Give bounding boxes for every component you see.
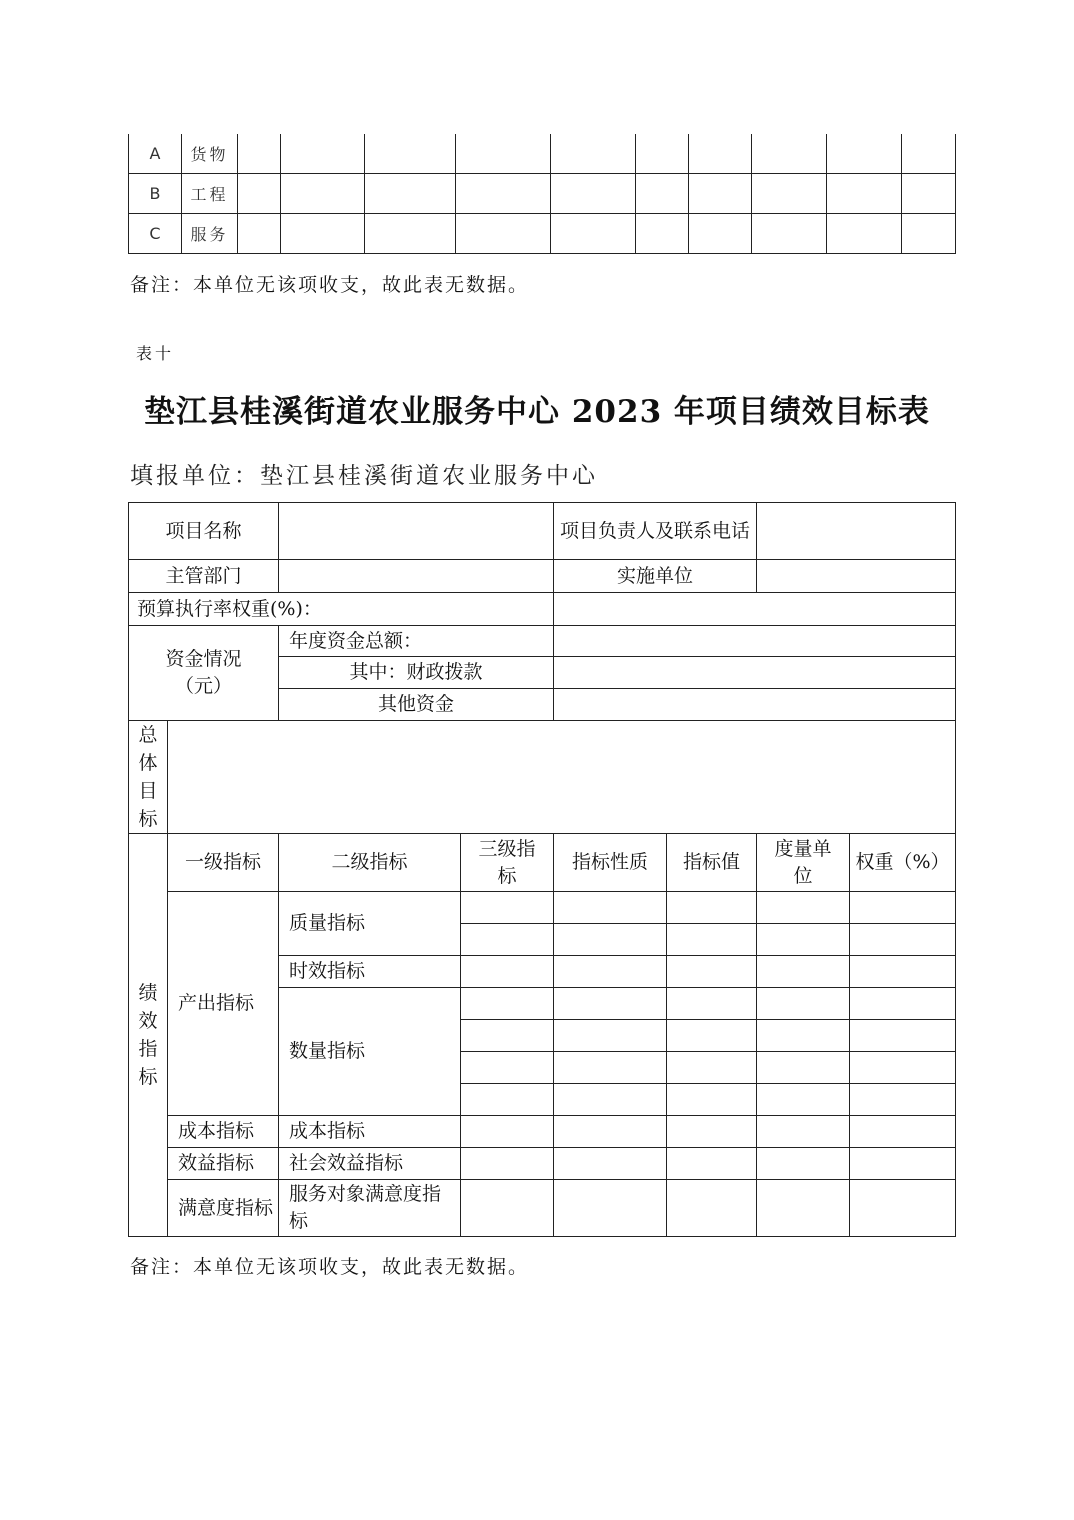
header-level1: 一级指标 [168, 834, 279, 892]
cost-indicator-l2: 成本指标 [279, 1116, 461, 1148]
table-index-label: 表十 [136, 344, 175, 363]
table-row [129, 593, 956, 626]
table-row [129, 892, 956, 924]
dept-field[interactable] [279, 560, 554, 593]
prior-table-fragment [128, 134, 956, 254]
budget-weight-field[interactable] [554, 593, 956, 626]
output-indicator-label: 产出指标 [168, 892, 279, 1116]
table-row [129, 1148, 956, 1180]
annual-total-label: 年度资金总额： [279, 626, 554, 657]
impl-unit-label: 实施单位 [554, 560, 757, 593]
table-row [129, 174, 956, 214]
quantity-indicator-label: 数量指标 [279, 988, 461, 1116]
header-unit: 度量单位 [757, 834, 850, 892]
benefit-indicator-l2: 社会效益指标 [279, 1148, 461, 1180]
other-funds-label: 其他资金 [279, 689, 554, 721]
overall-goal-label: 总 体 目 标 [129, 721, 168, 834]
row-type: 服务 [182, 214, 238, 254]
table-row [129, 834, 956, 892]
header-nature: 指标性质 [554, 834, 667, 892]
contact-field[interactable] [757, 503, 956, 560]
row-code: B [129, 174, 182, 214]
annual-total-field[interactable] [554, 626, 956, 657]
overall-goal-field[interactable] [168, 721, 956, 834]
header-weight: 权重（%） [850, 834, 956, 892]
table-row [129, 503, 956, 560]
note-text: 备注：本单位无该项收支，故此表无数据。 [130, 274, 530, 296]
row-type: 货物 [182, 134, 238, 174]
cost-indicator-l1: 成本指标 [168, 1116, 279, 1148]
funds-label: 资金情况（元） [129, 626, 279, 721]
contact-label: 项目负责人及联系电话 [554, 503, 757, 560]
header-level3: 三级指标 [461, 834, 554, 892]
table-row [129, 1116, 956, 1148]
satisfaction-indicator-l1: 满意度指标 [168, 1180, 279, 1237]
row-code: A [129, 134, 182, 174]
table-row [129, 560, 956, 593]
impl-unit-field[interactable] [757, 560, 956, 593]
fiscal-field[interactable] [554, 657, 956, 689]
performance-goal-table [128, 502, 956, 1237]
performance-indicator-label: 绩 效 指 标 [129, 834, 168, 1237]
fiscal-label: 其中：财政拨款 [279, 657, 554, 689]
timeliness-indicator-label: 时效指标 [279, 956, 461, 988]
table-row [129, 1180, 956, 1237]
table-row [129, 134, 956, 174]
row-type: 工程 [182, 174, 238, 214]
header-level2: 二级指标 [279, 834, 461, 892]
quality-indicator-label: 质量指标 [279, 892, 461, 956]
table-row [129, 721, 956, 834]
reporting-unit: 填报单位：垫江县桂溪街道农业服务中心 [130, 463, 598, 489]
page-title: 垫江县桂溪街道农业服务中心 2023 年项目绩效目标表 [144, 394, 930, 430]
note-text: 备注：本单位无该项收支，故此表无数据。 [130, 1256, 530, 1278]
satisfaction-indicator-l2: 服务对象满意度指标 [279, 1180, 461, 1237]
other-funds-field[interactable] [554, 689, 956, 721]
project-name-field[interactable] [279, 503, 554, 560]
table-row [129, 214, 956, 254]
table-row [129, 626, 956, 657]
header-value: 指标值 [667, 834, 757, 892]
dept-label: 主管部门 [129, 560, 279, 593]
budget-weight-label: 预算执行率权重(%)： [129, 593, 554, 626]
benefit-indicator-l1: 效益指标 [168, 1148, 279, 1180]
row-code: C [129, 214, 182, 254]
project-name-label: 项目名称 [129, 503, 279, 560]
